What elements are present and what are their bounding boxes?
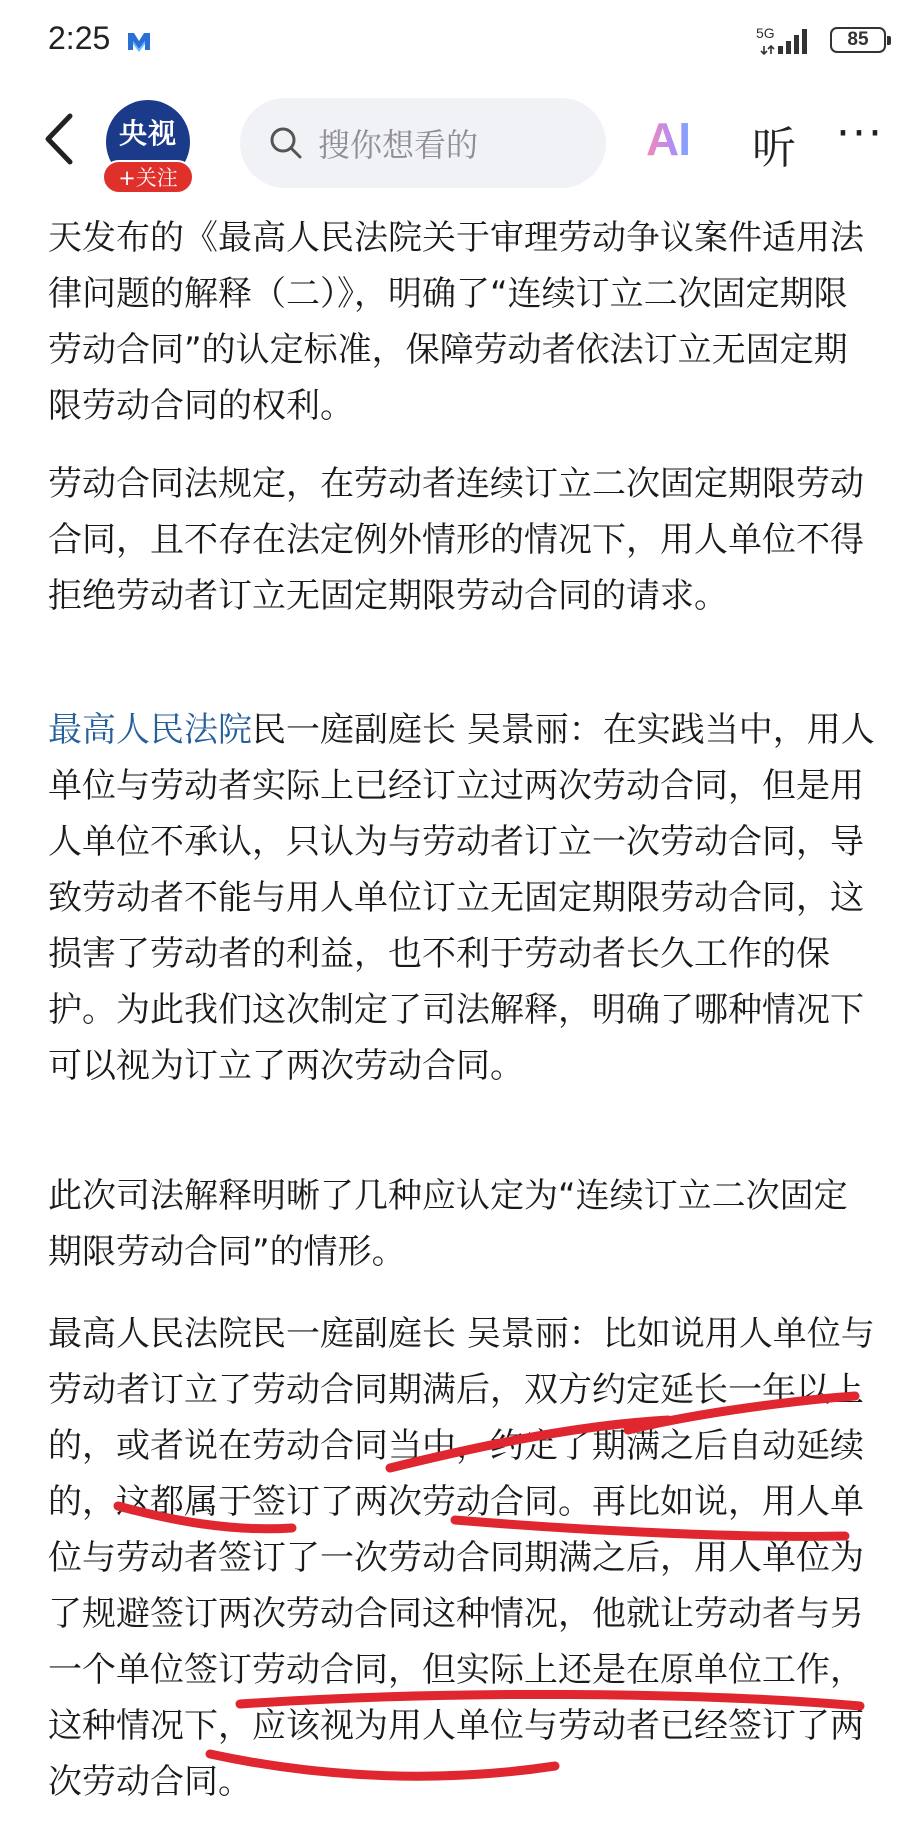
status-bar: [0, 0, 922, 86]
network-type: 5G: [756, 25, 775, 41]
search-placeholder: 搜你想看的: [318, 126, 479, 164]
status-indicators: [756, 22, 886, 58]
signal-icon: [756, 22, 816, 58]
listen-button[interactable]: 听: [752, 123, 796, 174]
top-nav: [0, 86, 922, 198]
more-menu-icon[interactable]: ···: [836, 108, 884, 159]
search-input[interactable]: [240, 98, 606, 188]
search-icon: [268, 125, 304, 161]
status-time: 2:25: [48, 20, 111, 56]
battery-icon: [830, 27, 886, 53]
follow-button[interactable]: +关注: [102, 160, 194, 194]
article-paragraph-1: 天发布的《最高人民法院关于审理劳动争议案件适用法律问题的解释（二）》，明确了“连续订立二次固定期限劳动合同”的认定标准，保障劳动者依法订立无固定期限劳动合同的权利。: [48, 218, 864, 426]
channel-avatar[interactable]: [102, 100, 194, 192]
article-paragraph-5: 最高人民法院民一庭副庭长 吴景丽：比如说用人单位与劳动者订立了劳动合同期满后，双方约定延长一年以上的，或者说在劳动合同当中，约定了期满之后自动延续的，这都属于签订了两次劳动合同。再比如说，用人单位与劳动者签订了一次劳动合同期满之后，用人单位为了规避签订两次劳动合同这种情况，他就让劳动者与另一个单位签订劳动合同，但实际上还是在原单位工作，这种情况下，应该视为用人单位与劳动者已经签订了两次劳动合同。: [48, 1314, 875, 1802]
article-body: [0, 198, 922, 1844]
article-paragraph-4: 此次司法解释明晰了几种应认定为“连续订立二次固定期限劳动合同”的情形。: [48, 1176, 848, 1272]
back-icon[interactable]: [36, 110, 86, 168]
article-paragraph-2: 劳动合同法规定，在劳动者连续订立二次固定期限劳动合同，且不存在法定例外情形的情况下，用人单位不得拒绝劳动者订立无固定期限劳动合同的请求。: [48, 464, 864, 616]
article-paragraph-3: [48, 702, 878, 1094]
app-notification-icon: [126, 30, 152, 52]
ai-button[interactable]: AI: [646, 113, 690, 165]
court-link[interactable]: 最高人民法院: [48, 710, 252, 750]
channel-name: 央视: [118, 117, 177, 150]
battery-level: 85: [847, 29, 869, 50]
article-paragraph-3-text: 民一庭副庭长 吴景丽：在实践当中，用人单位与劳动者实际上已经订立过两次劳动合同，但是用人单位不承认，只认为与劳动者订立一次劳动合同，导致劳动者不能与用人单位订立无固定期限劳动合同，这损害了劳动者的利益，也不利于劳动者长久工作的保护。为此我们这次制定了司法解释，明确了哪种情况下可以视为订立了两次劳动合同。: [48, 710, 875, 1086]
